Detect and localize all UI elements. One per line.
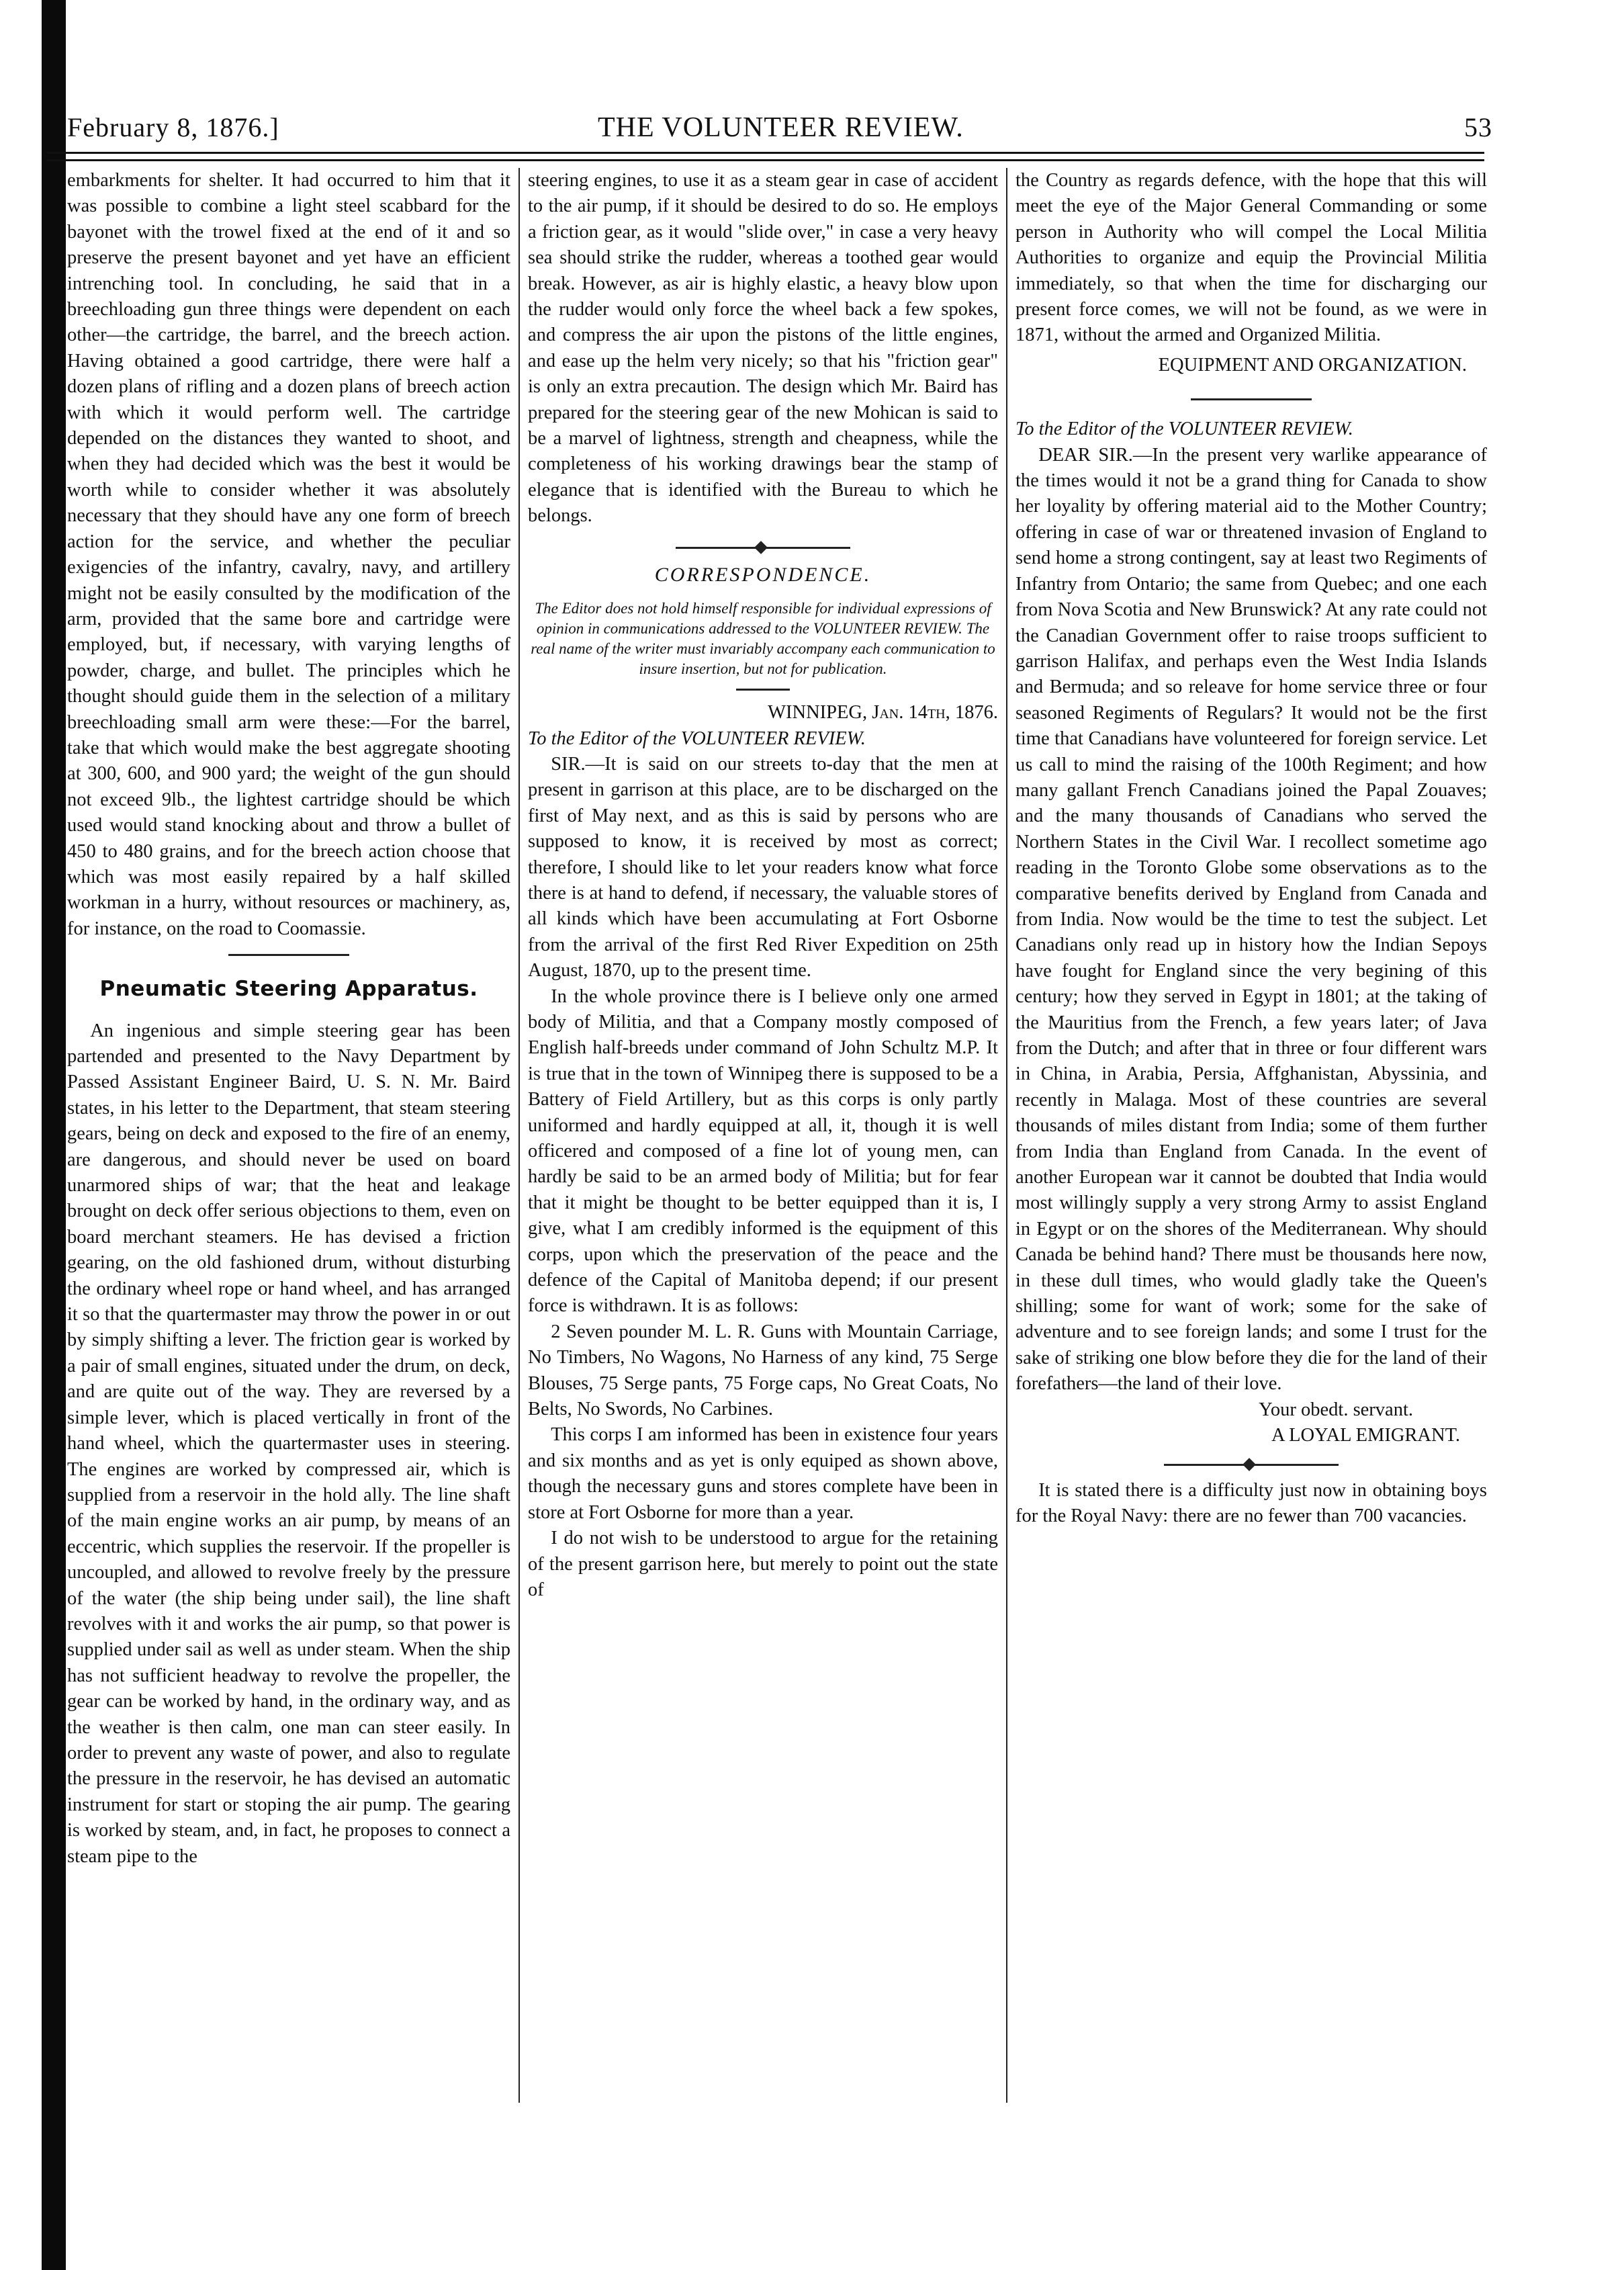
page-binding-edge	[42, 0, 66, 2270]
article-body: An ingenious and simple steering gear has been partended and presented to the Navy Department by Passed Assistant Engineer Baird, U. S. N. Mr. Baird states, in his letter to the Department, that steam steering gears, being on deck and exposed to the fire of an enemy, are dangerous, and should never be used on board unarmored ships of war; that the heat and leakage brought on deck offer serious objections to them, even on board merchant steamers. He has devised a friction gearing, on the old fashioned drum, without disturbing the ordinary wheel rope or hand wheel, and has arranged it so that the quartermaster may throw the power in or out by simply shifting a lever. The friction gear is worked by a pair of small engines, situated under the drum, on deck, and are quite out of the way. They are reversed by a simple lever, which is placed vertically in front of the hand wheel, which the quartermaster uses in steering. The engines are worked by compressed air, which is supplied from a reservoir in the hold ally. The line shaft of the main engine works an air pump, by means of an eccentric, which supplies the reservoir. If the propeller is uncoupled, and allowed to revolve freely by the pressure of the water (the ship being under sail), the line shaft revolves with it and works the air pump, so that power is supplied under sail as well as under steam. When the ship has not sufficient headway to revolve the propeller, the gear can be worked by hand, in the ordinary way, and as the weather is then calm, one man can steer easily. In order to prevent any waste of power, and also to regulate the pressure in the reservoir, he has devised an automatic instrument for start or stoping the air pump. The gearing is worked by steam, and, in fact, he proposes to connect a steam pipe to the	[67, 1020, 510, 1867]
article-continuation: embarkments for shelter. It had occurred to him that it was possible to combine a light steel scabbard for the bayonet with the trowel fixed at the end of it and so preserve the present bayonet and yet have an efficient intrenching tool. In concluding, he said that in a breechloading gun three things were dependent on each other—the cartridge, the barrel, and the breech action. Having obtained a good cartridge, there were half a dozen plans of rifling and a dozen plans of breech action with which it would perform well. The cartridge depended on the distances they wanted to shoot, and when they had decided which was the best it would be worth while to consider whether it was absolutely necessary that they should have any one form of breech action for the service, and whether the peculiar exigencies of the infantry, cavalry, navy, and artillery might not be easily consulted by the modification of the arm, provided that the same bore and cartridge were employed, but, if necessary, with varying lengths of powder, charge, and bullet. The principles which he thought should guide them in the selection of a military breechloading small arm were these:—For the barrel, take that which would make the best aggregate shooting at 300, 600, and 900 yard; the weight of the gun should not exceed 9lb., the lightest cartridge should be which used would stand knocking about and throw a bullet of 450 to 480 grains, and for the breech action choose that which was most easily repaired by a half skilled workman in a hurry, without resources or machinery, as, for instance, on the road to Coomassie.	[67, 170, 510, 939]
letter-dateline: WINNIPEG, Jan. 14th, 1876.	[768, 702, 998, 724]
section-divider	[228, 954, 349, 956]
header-rule	[47, 152, 1484, 161]
letter-body: DEAR SIR.—In the present very warlike appearance of the times would it not be a grand thing for Canada to show her loyality by offering material aid to the Mother Country; offering in case of war or threatened invasion of England to send home a strong contingent, say at least two Regiments of Infantry from Ontario; the same from Quebec; and one each from Nova Scotia and New Brunswick? At any rate could not the Canadian Government offer to raise troops sufficient to garrison Halifax, and perhaps even the West India Islands and Bermuda; and so releave for home service three or four seasoned Regiments of Regulars? It would not be the first time that Canadians have volunteered for foreign service. Let us call to mind the raising of the 100th Regiment; and how many gallant French Canadians joined the Papal Zouaves; and the many thousands of Canadians who served the Northern States in the Civil War. I recollect sometime ago reading in the Toronto Globe some observations as to the comparative benefits derived by England from Canada and from India. Now would be the time to test the subject. Let Canadians only read up in history how the Indian Sepoys have fought for England since the very begining of this century; how they served in Egypt in 1801; at the taking of the Mauritius from the French, a few years later; of Java from the Dutch; and after that in three or four different wars in China, in Arabia, Persia, Affghanistan, Abyssinia, and recently in Malaga. Most of these countries are several thousands of miles distant from India; some of them further from India than England from Canada. In the event of another European war it cannot be doubted that India would most willingly supply a very strong Army to assist England in Egypt or on the shores of the Mediterranean. Why should Canada be behind hand? There must be thousands here now, in these dull times, who would gladly take the Queen's shilling; some for want of work; some for the sake of adventure and to see foreign lands; and some I trust for the sake of striking one blow before they die for the land of their forefathers—the land of their love.	[1016, 444, 1487, 1395]
letter-paragraph: SIR.—It is said on our streets to-day that the men at present in garrison at this place, are to be discharged on the first of May next, and as this is said by persons who are supposed to know, it is received by most as correct; therefore, I should like to let your readers know what force there is at hand to defend, if necessary, the valuable stores of all kinds which have been accumulating at Fort Osborne from the arrival of the first Red River Expedition on 25th August, 1870, up to the present time.	[528, 753, 998, 981]
section-ornament	[1164, 1464, 1339, 1466]
letter-signature: EQUIPMENT AND ORGANIZATION.	[1158, 354, 1467, 376]
letter-paragraph: I do not wish to be understood to argue for the retaining of the present garrison here, but merely to point out the state of	[528, 1528, 998, 1600]
letter-signature: A LOYAL EMIGRANT.	[1271, 1425, 1460, 1446]
letter-paragraph: 2 Seven pounder M. L. R. Guns with Mountain Carriage, No Timbers, No Wagons, No Harness of any kind, 75 Serge Blouses, 75 Serge pants, 75 Forge caps, No Great Coats, No Belts, No Swords, No Carbines.	[528, 1321, 998, 1420]
letter-closing: Your obedt. servant.	[1259, 1399, 1413, 1420]
column-2	[528, 168, 998, 1603]
news-note: It is stated there is a difficulty just now in obtaining boys for the Royal Navy: there are no fewer than 700 vacancies.	[1016, 1479, 1487, 1526]
header-title: THE VOLUNTEER REVIEW.	[598, 112, 964, 143]
divider	[1191, 398, 1312, 400]
letter-paragraph: This corps I am informed has been in existence four years and six months and as yet is only equiped as shown above, though the necessary guns and stores complete have been in store at Fort Osborne for more than a year.	[528, 1424, 998, 1523]
column-3	[1016, 168, 1487, 1529]
letter-continuation: the Country as regards defence, with the hope that this will meet the eye of the Major General Commanding or some person in Authority who will compel the Local Militia Authorities to organize and equip the Provincial Militia immediately, so that when the time for discharging our present force comes, we will not be found, as we were in 1871, without the armed and Organized Militia.	[1016, 170, 1487, 346]
article-heading: Pneumatic Steering Apparatus.	[99, 977, 478, 1002]
column-1	[67, 168, 510, 1870]
column-rule-2	[1006, 168, 1007, 2103]
column-rule-1	[518, 168, 520, 2103]
editor-disclaimer: The Editor does not hold himself responsible for individual expressions of opinion in communications addressed to the VOLUNTEER REVIEW. The real name of the writer must invariably accompany each communication to insure insertion, but not for publication.	[531, 600, 995, 678]
letter-paragraph: In the whole province there is I believe only one armed body of Militia, and that a Company mostly composed of English half-breeds under command of John Schultz M.P. It is true that in the town of Winnipeg there is supposed to be a Battery of Field Artillery, but as this corps is only partly uniformed and hardly equipped at all, it, though it is well officered and composed of a fine lot of young men, can hardly be said to be an armed body of Militia; but for fear that it might be thought to be better equipped than it is, I give, what I am credibly informed is the equipment of this corps, upon which the preservation of the peace and the defence of the Capital of Manitoba depend; if our present force is withdrawn. It is as follows:	[528, 986, 998, 1317]
page-header	[47, 112, 1492, 152]
letter-salutation: To the Editor of the VOLUNTEER REVIEW.	[1016, 419, 1353, 440]
header-date: February 8, 1876.]	[67, 112, 279, 142]
divider	[736, 689, 790, 691]
letter-salutation: To the Editor of the VOLUNTEER REVIEW.	[528, 728, 866, 749]
article-continuation: steering engines, to use it as a steam gear in case of accident to the air pump, if it should be desired to do so. He employs a friction gear, as it would "slide over," in case a very heavy sea should strike the rudder, whereas a toothed gear would break. However, as air is highly elastic, a heavy blow upon the rudder would only force the wheel back a few spokes, and compress the air upon the pistons of the little engines, and ease up the helm very nicely; so that his "friction gear" is only an extra precaution. The design which Mr. Baird has prepared for the steering gear of the new Mohican is said to be a marvel of lightness, strength and cheapness, while the completeness of his working drawings bear the stamp of elegance that is identified with the Bureau to which he belongs.	[528, 170, 998, 527]
section-ornament	[676, 547, 850, 549]
page-number: 53	[1464, 112, 1492, 142]
correspondence-heading: CORRESPONDENCE.	[654, 563, 872, 586]
